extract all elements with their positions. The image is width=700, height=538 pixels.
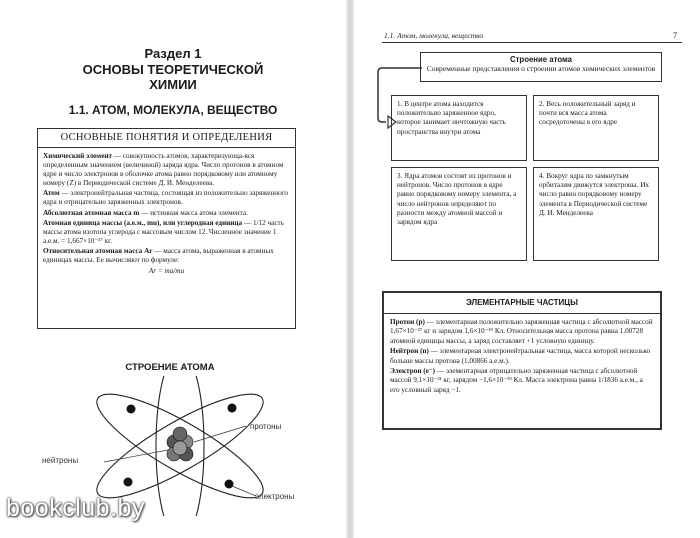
principle-card-4: 4. Вокруг ядра по замкнутым орбиталям движутся электроны. Их число равно порядковому номеру элемента в Периодической системе Д. И. Менделеева	[533, 167, 659, 261]
electron	[228, 404, 237, 413]
particle-term: Нейтрон (n)	[390, 347, 429, 356]
electron	[225, 480, 234, 489]
page-number: 7	[673, 30, 678, 40]
definition-text: — масса атома, выраженная в атомных единицах массы. Ее вычисляют по формуле:	[43, 246, 274, 265]
electron	[124, 478, 133, 487]
definition-text: — совокупность атомов, характеризующа-яся определенным значением (величиной) заряда ядра. Число протонов в атомном ядре и число электронов в оболочке атома равно порядковому или атомному номеру (Z) в Периодической системе Д. И. Менделеева.	[43, 152, 284, 188]
particle-term: Протон (p)	[390, 318, 425, 326]
atom-figure-title: СТРОЕНИЕ АТОМА	[125, 362, 215, 373]
section-label: Раздел 1	[144, 46, 202, 61]
section-title: ОСНОВЫ ТЕОРЕТИЧЕСКОЙ ХИМИИ	[82, 62, 264, 92]
particle-text: — элементарная электронейтральная частица, масса которой несколько больше массы протона (1,00866 а.е.м.).	[390, 347, 651, 365]
left-page	[0, 0, 346, 538]
definition-entry	[43, 209, 290, 218]
definition-text: — 1/12 часть массы атома изотопа углерода с массовым числом 12. Численное значение 1 а.е.м. = 1,667×10⁻²⁷ кг.	[43, 218, 284, 245]
definitions-heading: ОСНОВНЫЕ ПОНЯТИЯ И ОПРЕДЕЛЕНИЯ	[38, 129, 295, 148]
elementary-particles-body	[384, 314, 660, 395]
principle-card-2: 2. Весь положительный заряд и почти вся масса атома сосредоточены в его ядре	[533, 95, 659, 161]
formula: Ar = ma/mu	[148, 267, 185, 276]
label-electrons: электроны	[255, 492, 295, 501]
definition-text: — истинная масса атома элемента.	[139, 208, 248, 217]
elementary-particles-heading: ЭЛЕМЕНТАРНЫЕ ЧАСТИЦЫ	[384, 293, 660, 314]
nucleus	[167, 427, 193, 461]
definition-term: Относительная атомная масса Ar	[43, 246, 153, 255]
label-protons: протоны	[250, 422, 282, 431]
book-gutter	[346, 0, 354, 538]
structure-box	[420, 52, 662, 82]
definition-term: Химический элемент	[43, 152, 113, 160]
definition-term: Атом	[43, 189, 60, 198]
definition-entry	[43, 189, 290, 207]
definition-term: Атомная единица массы (а.е.м., mu), или углеродная единица	[43, 218, 243, 227]
watermark-logo: bookclub.by	[6, 494, 145, 522]
particle-text: — элементарная отрицательно заряженная частица с абсолютной массой 9,1×10⁻³¹ кг, зарядом −1,6×10⁻¹⁹ Кл. Масса электрона равна 1/1836 а.е.м., а его условный заряд −1.	[390, 367, 643, 394]
principle-card-3: 3. Ядра атомов состоят из протонов и нейтронов. Число протонов в ядре равно порядковому номеру элемента, а число нейтронов определяют по разности между атомной массой и зарядом ядра	[391, 167, 527, 261]
particle-entry	[390, 318, 654, 346]
subsection-title: 1.1. АТОМ, МОЛЕКУЛА, ВЕЩЕСТВО	[68, 103, 278, 117]
particle-text: — элементарная положительно заряженная частица с абсолютной массой 1,67×10⁻²⁷ кг и зарядом 1,6×10⁻¹⁹ Кл. Относительная масса протона равна 1,00728 атомной единицы массы, а заряд составляет +1 условную единицу.	[390, 318, 653, 345]
definitions-body	[38, 148, 295, 276]
definition-term: Абсолютная атомная масса m	[43, 208, 140, 217]
definition-entry	[43, 152, 290, 188]
definitions-box	[37, 128, 296, 329]
elementary-particles-box	[382, 291, 662, 430]
particle-term: Электрон (e⁻)	[390, 367, 436, 376]
running-head: 1.1. Атом, молекула, вещество	[384, 31, 484, 40]
structure-subtitle: Современные представления о строении атомов химических элементов	[426, 64, 656, 73]
particle-entry	[390, 367, 654, 395]
definition-text: — электронейтральная частица, состоящая из положительно заряженного ядра и отрицательно заряженных электронов.	[43, 189, 289, 207]
principle-card-1: 1. В центре атома находится положительно заряженное ядро, которое занимает ничтожную часть пространства внутри атома	[391, 95, 527, 161]
label-neutrons: нейтроны	[42, 456, 79, 465]
definition-entry	[43, 247, 290, 265]
definition-entry	[43, 219, 290, 246]
structure-heading: Строение атома	[509, 55, 573, 64]
header-rule	[382, 42, 682, 43]
right-page	[354, 0, 700, 538]
particle-entry	[390, 347, 654, 366]
electron	[127, 405, 136, 414]
